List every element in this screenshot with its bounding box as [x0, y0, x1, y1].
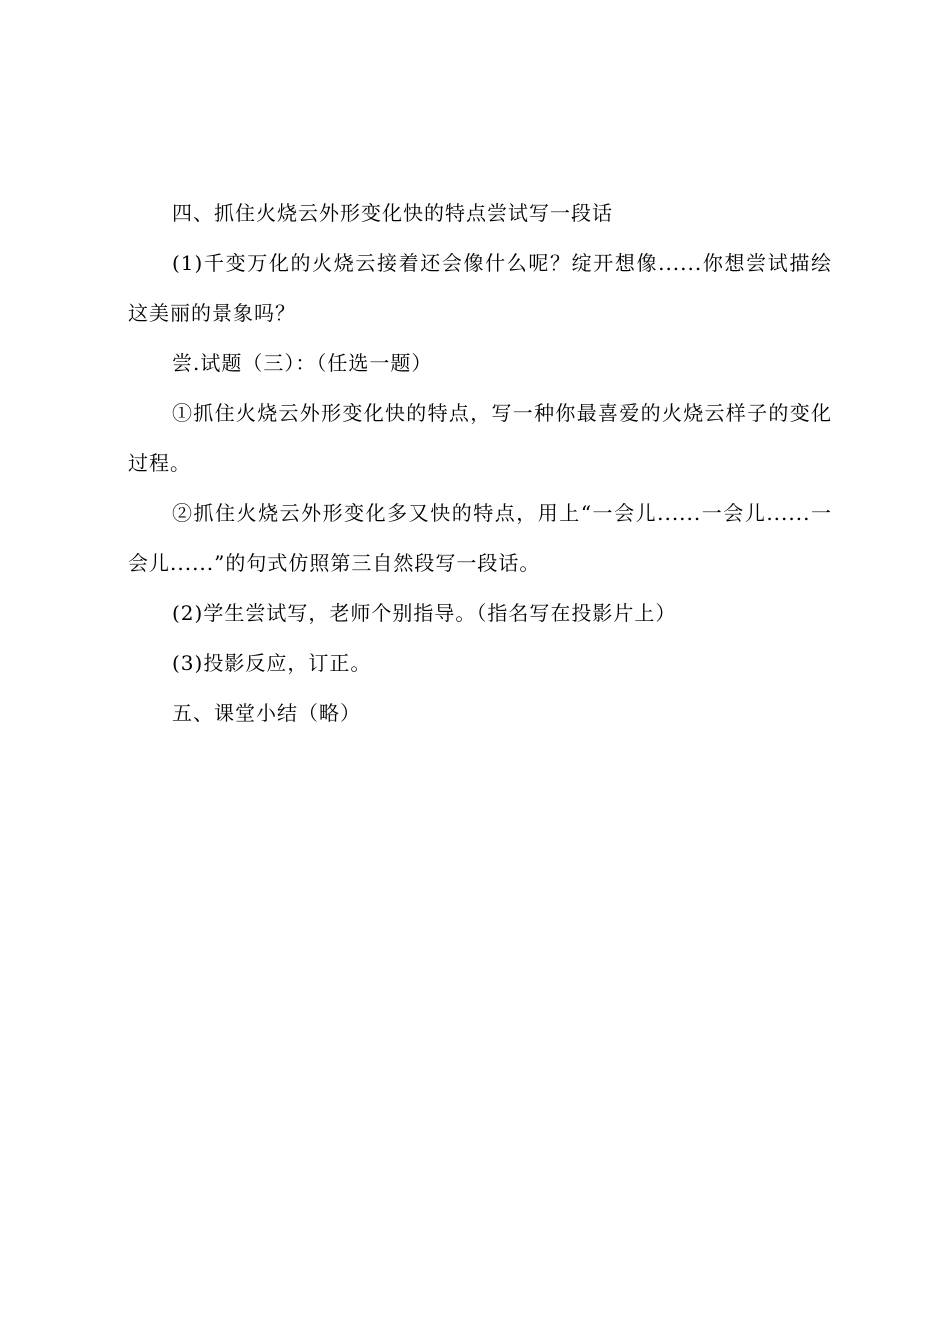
document-body: [128, 188, 832, 738]
paragraph-step-3: [128, 638, 832, 688]
paragraph-step-1: [128, 238, 832, 338]
paragraph-line: 四、抓住火烧云外形变化快的特点尝试写一段话: [172, 201, 613, 225]
exercise-option-2: [128, 488, 832, 588]
paragraph-line: (2)学生尝试写，老师个别指导。（指名写在投影片上）: [172, 601, 677, 625]
paragraph-line: ②抓住火烧云外形变化多又快的特点，用上“一会儿......一会: [172, 501, 745, 525]
paragraph-step-2: [128, 588, 832, 638]
exercise-option-1: [128, 388, 832, 488]
paragraph-line: (3)投影反应，订正。: [172, 651, 372, 675]
section-heading-five: [128, 688, 832, 738]
paragraph-line: 儿......一会儿......”的句式仿照第三自然段写一段话。: [128, 501, 832, 575]
paragraph-line: 描绘这美丽的景象吗？: [128, 251, 833, 325]
paragraph-line: (1)千变万化的火烧云接着还会像什么呢？绽开想像......你想尝试: [172, 251, 790, 275]
paragraph-line: 尝.试题（三）：（任选一题）: [172, 351, 433, 375]
paragraph-line: 五、课堂小结（略）: [172, 701, 361, 725]
exercise-heading: [128, 338, 832, 388]
paragraph-line: 变化过程。: [128, 401, 833, 475]
section-heading-four: [128, 188, 832, 238]
paragraph-line: ①抓住火烧云外形变化快的特点，写一种你最喜爱的火烧云样子的: [172, 401, 790, 425]
